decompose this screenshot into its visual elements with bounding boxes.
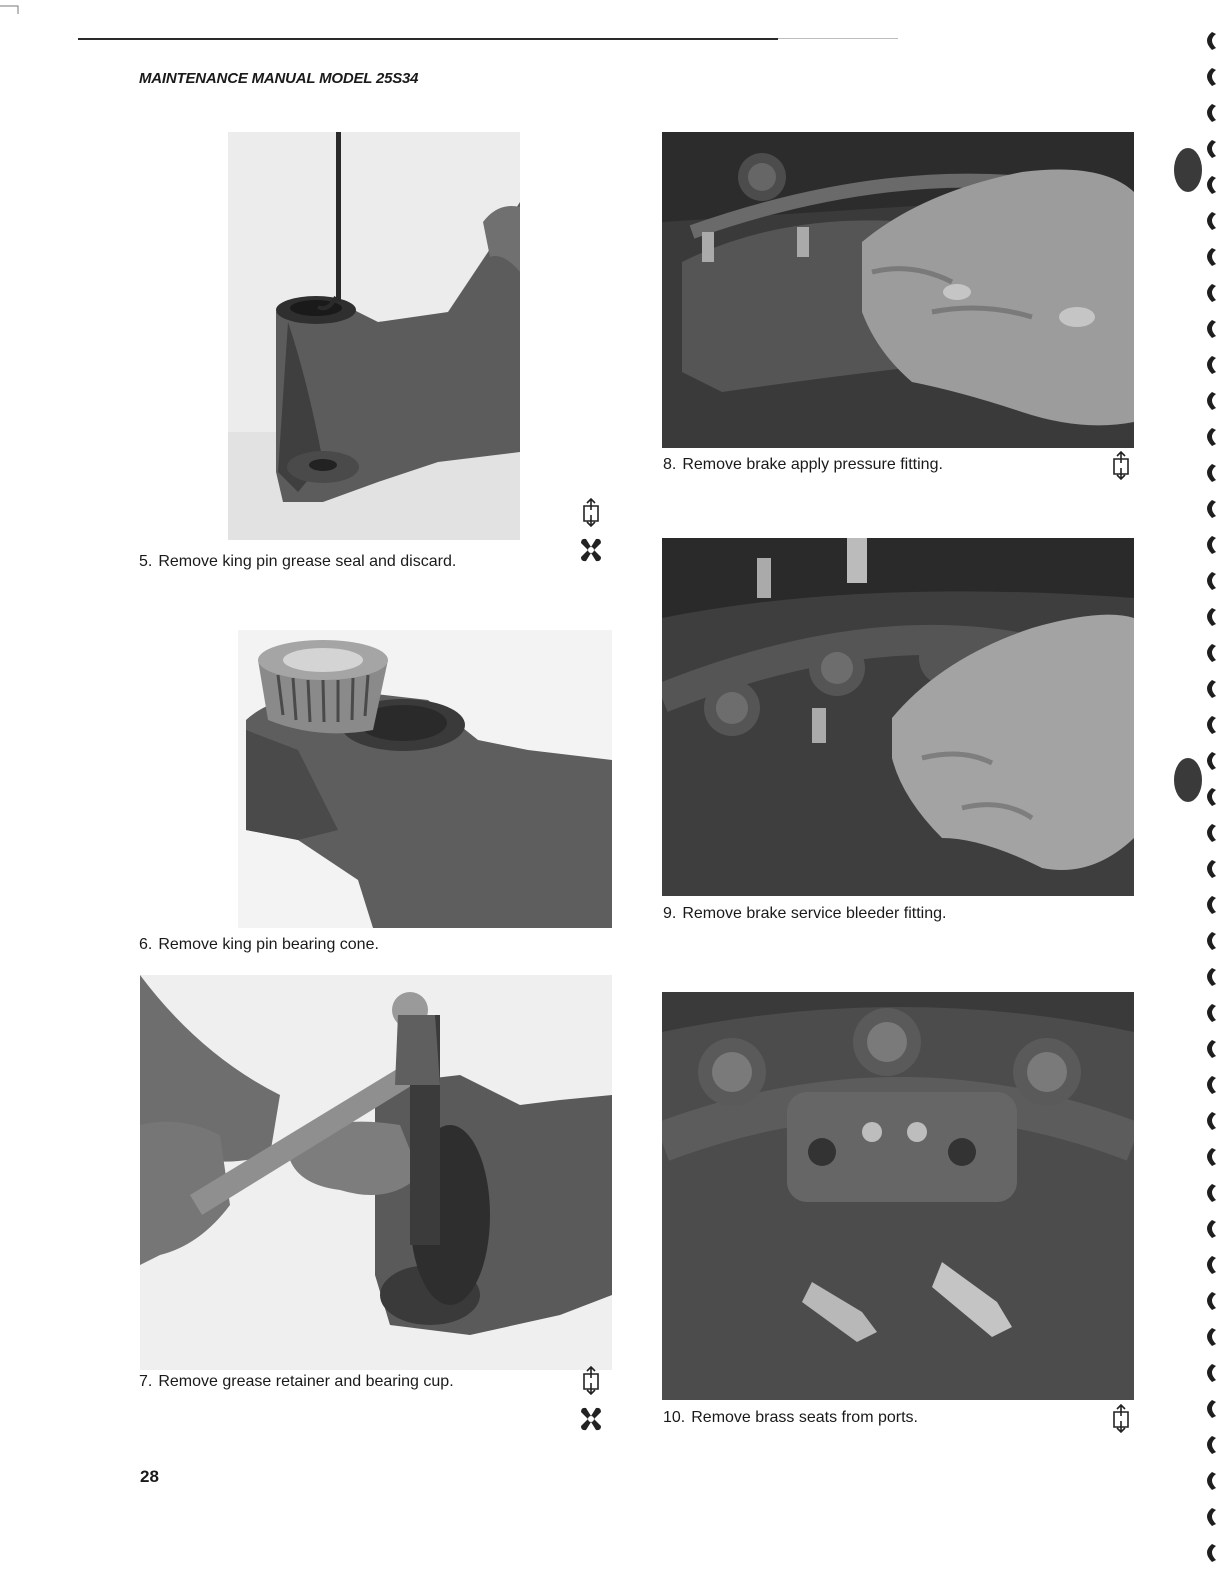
binding-loop <box>1207 1040 1216 1058</box>
binding-loop <box>1207 176 1216 194</box>
binding-loop <box>1207 140 1216 158</box>
binding-loop <box>1207 464 1216 482</box>
binding-loop <box>1207 968 1216 986</box>
step-caption-10: 10. Remove brass seats from ports. <box>663 1409 918 1426</box>
binding-loop <box>1207 536 1216 554</box>
binding-loop <box>1207 1364 1216 1382</box>
remove-install-icon <box>580 1365 602 1395</box>
step-caption-5: 5. Remove king pin grease seal and discard. <box>139 553 457 570</box>
binding-loop <box>1207 608 1216 626</box>
binding-loop <box>1207 32 1216 50</box>
binding-loop <box>1207 788 1216 806</box>
binding-loop <box>1207 1220 1216 1238</box>
binding-loop <box>1207 752 1216 770</box>
binding-loop <box>1207 824 1216 842</box>
binding-loop <box>1207 1328 1216 1346</box>
manual-title: MAINTENANCE MANUAL MODEL 25S34 <box>139 70 419 87</box>
binding-loop <box>1207 1112 1216 1130</box>
binding-loop <box>1207 1472 1216 1490</box>
photo-step-7 <box>140 975 612 1370</box>
binding-loop <box>1207 1544 1216 1562</box>
binding-loop <box>1207 1292 1216 1310</box>
step-caption-7: 7. Remove grease retainer and bearing cup. <box>139 1373 454 1390</box>
binding-loop <box>1207 356 1216 374</box>
binding-loop <box>1207 860 1216 878</box>
binding-loop <box>1207 716 1216 734</box>
binding-loop <box>1207 320 1216 338</box>
photo-step-9 <box>662 538 1134 896</box>
header-rule-fade <box>778 38 898 39</box>
header-rule <box>78 38 778 40</box>
binding-loop <box>1207 644 1216 662</box>
binding-ring <box>1174 148 1202 192</box>
binding-ring <box>1174 758 1202 802</box>
discard-icon <box>578 1404 604 1434</box>
binding-loop <box>1207 248 1216 266</box>
step-caption-9: 9. Remove brake service bleeder fitting. <box>663 905 947 922</box>
spiral-binding <box>1168 0 1225 1585</box>
binding-loop <box>1207 1004 1216 1022</box>
photo-step-8 <box>662 132 1134 448</box>
photo-step-10 <box>662 992 1134 1400</box>
binding-loop <box>1207 500 1216 518</box>
discard-icon <box>578 535 604 565</box>
binding-loop <box>1207 1436 1216 1454</box>
binding-loop <box>1207 428 1216 446</box>
step-caption-8: 8. Remove brake apply pressure fitting. <box>663 456 943 473</box>
page-number: 28 <box>140 1467 159 1486</box>
binding-loop <box>1207 572 1216 590</box>
binding-loop <box>1207 932 1216 950</box>
binding-loop <box>1207 1184 1216 1202</box>
binding-loop <box>1207 68 1216 86</box>
binding-loop <box>1207 284 1216 302</box>
binding-loop <box>1207 1508 1216 1526</box>
binding-loop <box>1207 104 1216 122</box>
binding-loop <box>1207 1256 1216 1274</box>
binding-loop <box>1207 1400 1216 1418</box>
remove-install-icon <box>1110 450 1132 480</box>
remove-install-icon <box>1110 1403 1132 1433</box>
step-caption-6: 6. Remove king pin bearing cone. <box>139 936 379 953</box>
page-corner-mark <box>0 0 24 14</box>
photo-step-6 <box>238 630 612 928</box>
photo-step-5 <box>228 132 520 540</box>
binding-loop <box>1207 1076 1216 1094</box>
binding-loop <box>1207 212 1216 230</box>
remove-install-icon <box>580 497 602 527</box>
binding-loop <box>1207 896 1216 914</box>
binding-loop <box>1207 392 1216 410</box>
binding-loop <box>1207 680 1216 698</box>
binding-loop <box>1207 1148 1216 1166</box>
